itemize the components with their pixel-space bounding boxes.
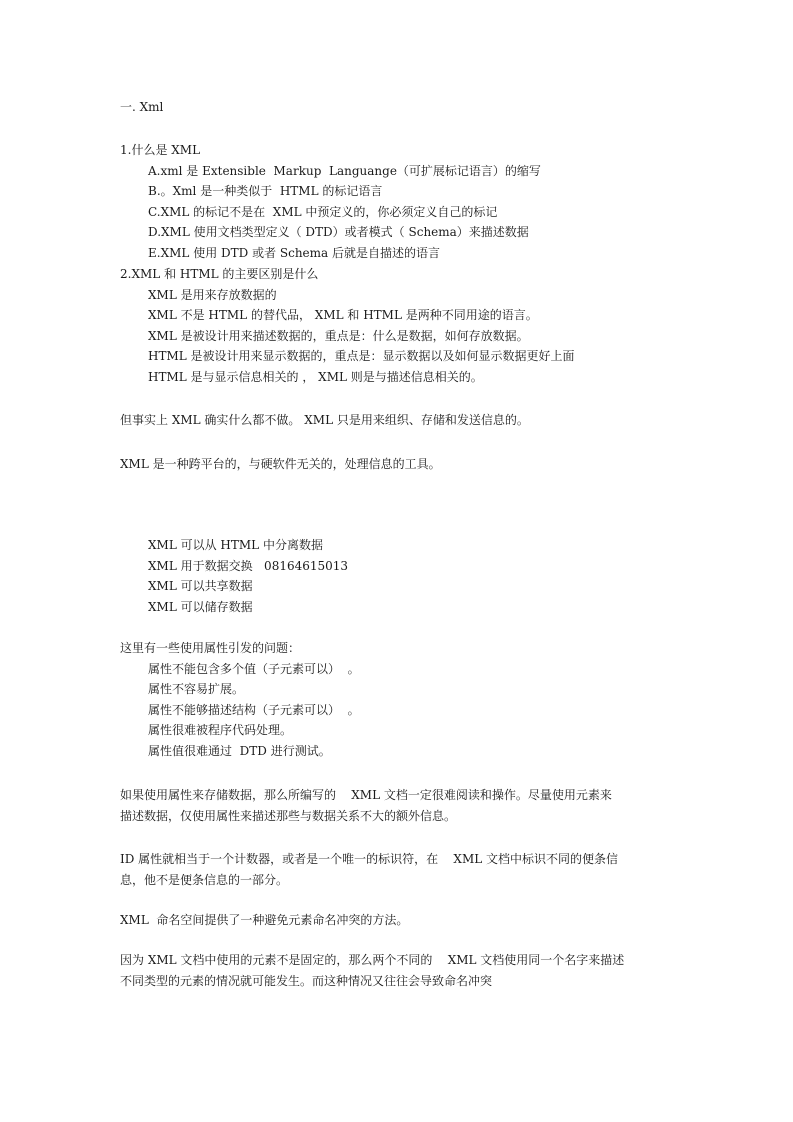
paragraph-line: 如果使用属性来存储数据，那么所编写的 XML 文档一定很难阅读和操作。尽量使用元素来	[120, 788, 612, 802]
paragraph-text: XML 是一种跨平台的，与硬软件无关的，处理信息的工具。	[120, 457, 441, 471]
section-1-item: C.XML 的标记不是在 XML 中预定义的，你必须定义自己的标记	[148, 204, 498, 219]
uses-item: XML 用于数据交换 08164615013	[148, 558, 349, 573]
attribute-issue-item: 属性不能包含多个值（子元素可以） 。	[148, 661, 360, 676]
section-2-item: XML 是用来存放数据的	[148, 287, 277, 302]
attribute-issue-item: 属性很难被程序代码处理。	[148, 723, 293, 738]
paragraph-line: 因为 XML 文档中使用的元素不是固定的，那么两个不同的 XML 文档使用同一个名字来描述	[120, 953, 625, 967]
paragraph-3	[120, 785, 680, 826]
section-2-title: 2.XML 和 HTML 的主要区别是什么	[120, 267, 319, 281]
paragraph-line: 描述数据，仅使用属性来描述那些与数据关系不大的额外信息。	[120, 808, 457, 823]
uses-item: XML 可以共享数据	[148, 579, 253, 594]
section-2-item: HTML 是与显示信息相关的 ， XML 则是与描述信息相关的。	[148, 369, 483, 384]
section-2-item: XML 不是 HTML 的替代品， XML 和 HTML 是两种不同用途的语言。	[148, 308, 538, 323]
paragraph-4	[120, 849, 680, 890]
paragraph-line: ID 属性就相当于一个计数器，或者是一个唯一的标识符，在 XML 文档中标识不同的便条信	[120, 852, 619, 866]
paragraph-2	[120, 454, 680, 475]
section-1-item: B.。Xml 是一种类似于 HTML 的标记语言	[148, 184, 383, 199]
paragraph-text: 但事实上 XML 确实什么都不做。 XML 只是用来组织、存储和发送信息的。	[120, 413, 529, 427]
paragraph-5	[120, 910, 680, 931]
section-1-item: E.XML 使用 DTD 或者 Schema 后就是自描述的语言	[148, 245, 440, 260]
paragraph-6	[120, 950, 680, 991]
section-1	[120, 140, 680, 264]
uses-list	[120, 535, 680, 617]
attribute-issue-item: 属性值很难通过 DTD 进行测试。	[148, 743, 331, 758]
attribute-issues-intro: 这里有一些使用属性引发的问题：	[120, 641, 301, 655]
section-1-item: A.xml 是 Extensible Markup Languange（可扩展标记语言）的缩写	[148, 163, 541, 178]
uses-item: XML 可以从 HTML 中分离数据	[148, 538, 323, 552]
paragraph-line: 息，他不是便条信息的一部分。	[120, 872, 289, 887]
section-1-title: 1.什么是 XML	[120, 143, 201, 157]
section-2-item: XML 是被设计用来描述数据的，重点是：什么是数据，如何存放数据。	[148, 328, 529, 343]
paragraph-1	[120, 410, 680, 431]
attribute-issues	[120, 638, 680, 762]
section-2-item: HTML 是被设计用来显示数据的，重点是：显示数据以及如何显示数据更好上面	[148, 349, 575, 364]
document-heading-block	[120, 97, 680, 118]
paragraph-line: 不同类型的元素的情况就可能发生。而这种情况又往往会导致命名冲突	[120, 973, 493, 988]
attribute-issue-item: 属性不容易扩展。	[148, 682, 245, 697]
section-2	[120, 264, 680, 388]
paragraph-text: XML 命名空间提供了一种避免元素命名冲突的方法。	[120, 913, 409, 927]
uses-item: XML 可以储存数据	[148, 599, 253, 614]
document-heading: 一. Xml	[120, 100, 164, 114]
section-1-item: D.XML 使用文档类型定义（ DTD）或者模式（ Schema）来描述数据	[148, 225, 529, 240]
attribute-issue-item: 属性不能够描述结构（子元素可以） 。	[148, 702, 360, 717]
